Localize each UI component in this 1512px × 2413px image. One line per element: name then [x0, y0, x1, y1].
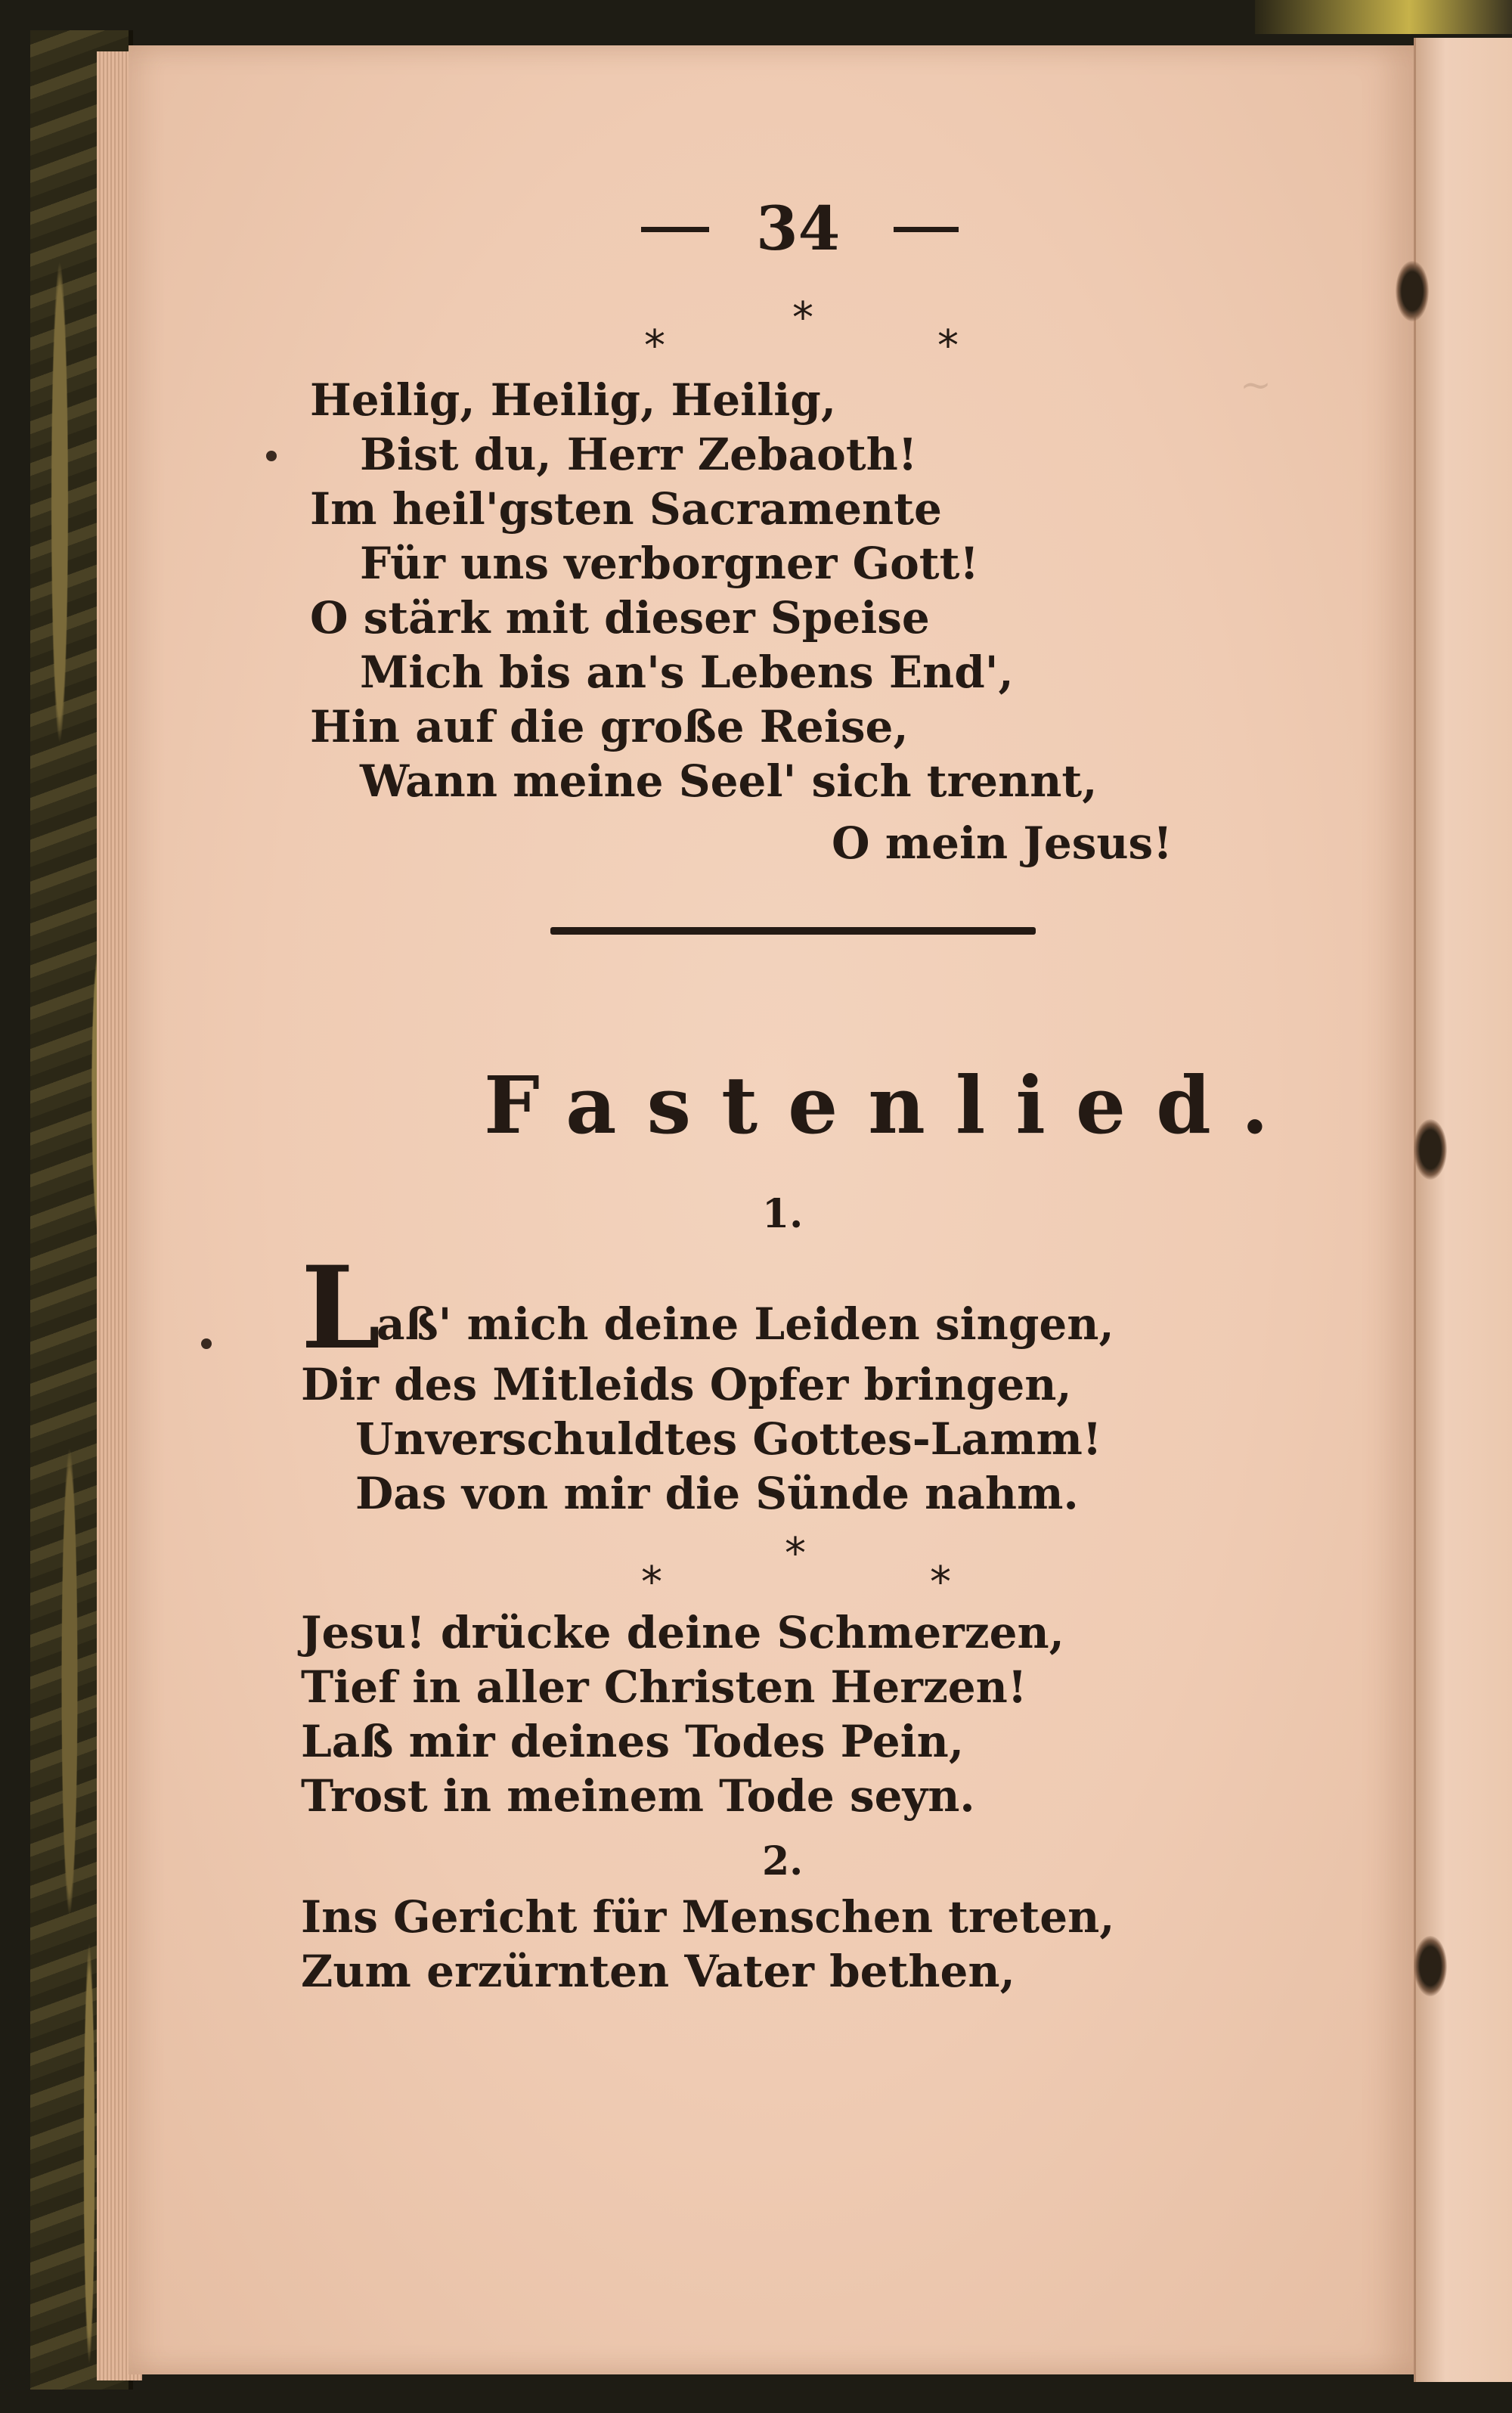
binding-hole	[1396, 261, 1429, 321]
asterisk-separator: *	[641, 1558, 662, 1607]
asterisk-separator: *	[930, 1558, 951, 1607]
refrain-line: Tief in aller Christen Herzen!	[301, 1661, 1027, 1713]
stanza-number: 1.	[762, 1191, 804, 1237]
verse-line: Mich bis an's Lebens End',	[360, 647, 1014, 698]
asterisk-separator: *	[644, 321, 665, 371]
adjacent-page-edge	[1414, 38, 1512, 2382]
ink-speck	[201, 1338, 212, 1349]
verse-line-final: O mein Jesus!	[832, 817, 1173, 869]
binding-hole	[1414, 1936, 1447, 1996]
stanza-line: Ins Gericht für Menschen treten,	[301, 1891, 1115, 1943]
refrain-line: Laß mir deines Todes Pein,	[301, 1716, 965, 1767]
verse-line: Bist du, Herr Zebaoth!	[360, 429, 918, 480]
page-number: 34	[756, 193, 841, 264]
verse-line: Im heil'gsten Sacramente	[310, 483, 942, 535]
stanza-line: Unverschuldtes Gottes-Lamm!	[355, 1413, 1102, 1465]
drop-cap-initial: L	[301, 1242, 381, 1375]
bleed-through-mark: ~	[1240, 363, 1272, 407]
stanza-line: Dir des Mitleids Opfer bringen,	[301, 1359, 1072, 1410]
stanza-line: aß' mich deine Leiden singen,	[376, 1298, 1114, 1350]
asterisk-separator: *	[937, 321, 959, 371]
ink-speck	[266, 451, 277, 461]
binding-hole	[1414, 1119, 1447, 1180]
verse-line: Wann meine Seel' sich trennt,	[360, 755, 1098, 807]
verse-line: O stärk mit dieser Speise	[310, 592, 930, 644]
page-number-dash-left	[641, 227, 709, 232]
page-number-dash-right	[894, 227, 959, 232]
verse-line: Heilig, Heilig, Heilig,	[310, 374, 837, 426]
song-title: Fastenlied.	[484, 1059, 1300, 1152]
verse-line: Für uns verborgner Gott!	[360, 538, 979, 589]
refrain-line: Trost in meinem Tode seyn.	[301, 1770, 975, 1822]
asterisk-separator: *	[792, 293, 813, 343]
stanza-number: 2.	[762, 1838, 804, 1884]
refrain-line: Jesu! drücke deine Schmerzen,	[301, 1607, 1064, 1658]
asterisk-separator: *	[785, 1529, 806, 1578]
book-spine	[1255, 0, 1512, 34]
stanza-line: Zum erzürnten Vater bethen,	[301, 1946, 1015, 1997]
stanza-line: Das von mir die Sünde nahm.	[355, 1468, 1079, 1519]
section-divider	[550, 927, 1036, 935]
verse-line: Hin auf die große Reise,	[310, 701, 909, 752]
